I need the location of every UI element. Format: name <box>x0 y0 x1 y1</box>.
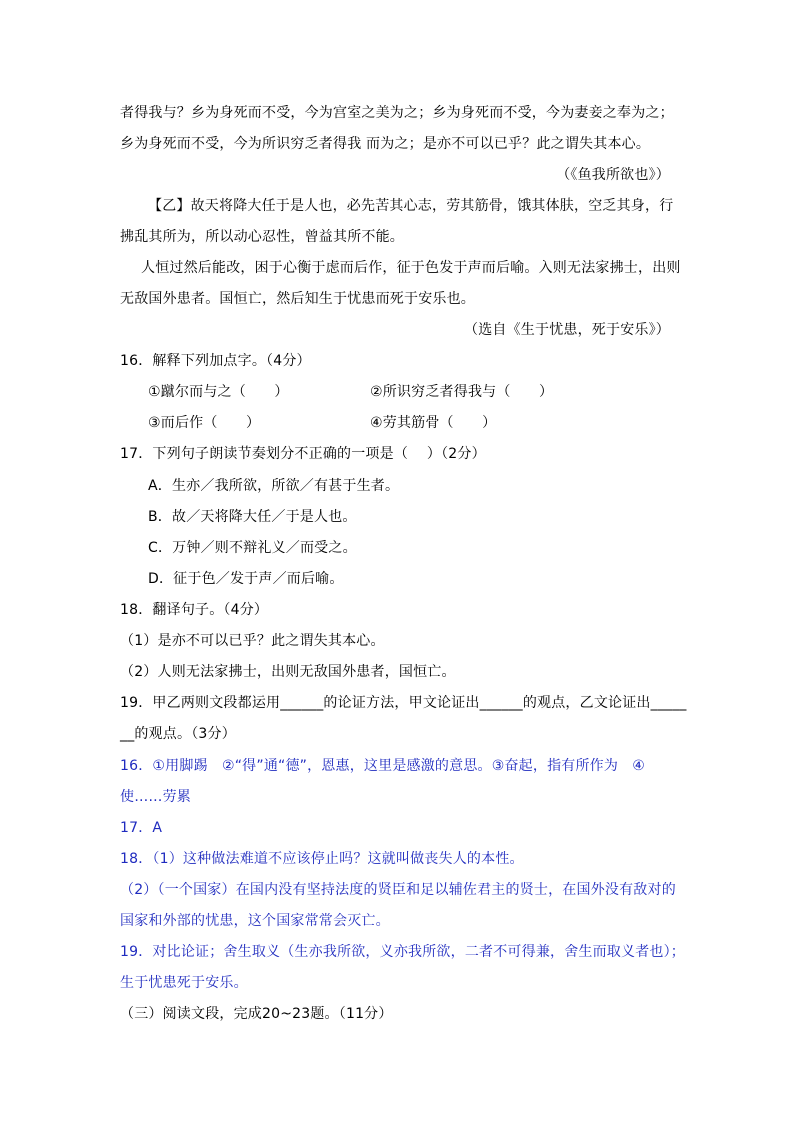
q17-option-a: A．生亦／我所欲，所欲／有甚于生者。 <box>148 478 400 494</box>
section-3-heading: （三）阅读文段，完成20~23题。（11分） <box>120 1006 393 1022</box>
q17-option-d: D．征于色／发于声／而后喻。 <box>148 571 344 587</box>
q16-item-4: ④劳其筋骨（ ） <box>370 415 497 431</box>
passage-yi-source: （选自《生于忧患，死于安乐》） <box>464 322 670 338</box>
answer-17: 17．A <box>120 820 163 836</box>
q16-item-1: ①蹴尔而与之（ ） <box>148 384 289 400</box>
q18-sentence-2: （2）人则无法家拂士，出则无敌国外患者，国恒亡。 <box>120 664 456 680</box>
q19-line-1: 19．甲乙两则文段都运用______的论证方法，甲文论证出______的观点，乙文论证出_____ <box>120 695 687 711</box>
answer-18-line-3: 国家和外部的忧患，这个国家常常会灭亡。 <box>120 913 390 929</box>
q18-stem: 18．翻译句子。（4分） <box>120 602 269 618</box>
answer-18-line-1: 18．（1）这种做法难道不应该停止吗？这就叫做丧失人的本性。 <box>120 851 524 867</box>
answer-16-line-2: 使……劳累 <box>120 789 191 805</box>
answer-18-line-2: （2）（一个国家）在国内没有坚持法度的贤臣和足以辅佐君主的贤士，在国外没有敌对的 <box>120 882 676 898</box>
q19-line-2: __的观点。（3分） <box>120 726 236 742</box>
passage-yi-line-4: 无敌国外患者。国恒亡，然后知生于忧患而死于安乐也。 <box>120 291 475 307</box>
passage-yi-line-3: 人恒过然后能改，困于心衡于虑而后作，征于色发于声而后喻。入则无法家拂士，出则 <box>141 260 681 276</box>
q16-item-2: ②所识穷乏者得我与（ ） <box>370 384 554 400</box>
q16-stem: 16．解释下列加点字。（4分） <box>120 353 311 369</box>
q17-option-b: B．故／天将降大任／于是人也。 <box>148 509 357 525</box>
passage-yi-line-1: 【乙】故天将降大任于是人也，必先苦其心志，劳其筋骨，饿其体肤，空乏其身，行 <box>148 198 674 214</box>
q16-item-3: ③而后作（ ） <box>148 415 261 431</box>
answer-19-line-1: 19．对比论证；舍生取义（生亦我所欲，义亦我所欲，二者不可得兼，舍生而取义者也）； <box>120 944 686 960</box>
q18-sentence-1: （1）是亦不可以已乎？此之谓失其本心。 <box>120 633 385 649</box>
passage-jia-source: （《鱼我所欲也》） <box>556 167 670 183</box>
answer-19-line-2: 生于忧患死于安乐。 <box>120 975 248 991</box>
passage-yi-line-2: 拂乱其所为，所以动心忍性，曾益其所不能。 <box>120 229 404 245</box>
passage-jia-line-1: 者得我与？乡为身死而不受，今为宫室之美为之；乡为身死而不受，今为妻妾之奉为之； <box>120 105 674 121</box>
answer-16-line-1: 16．①用脚踢 ②“得”通“德”，恩惠，这里是感激的意思。③奋起，指有所作为 ④ <box>120 758 646 774</box>
q17-stem: 17．下列句子朗读节奏划分不正确的一项是（ ）（2分） <box>120 446 486 462</box>
q17-option-c: C．万钟／则不辩礼义／而受之。 <box>148 540 357 556</box>
passage-jia-line-2: 乡为身死而不受，今为所识穷乏者得我 而为之；是亦不可以已乎？此之谓失其本心。 <box>120 136 651 152</box>
